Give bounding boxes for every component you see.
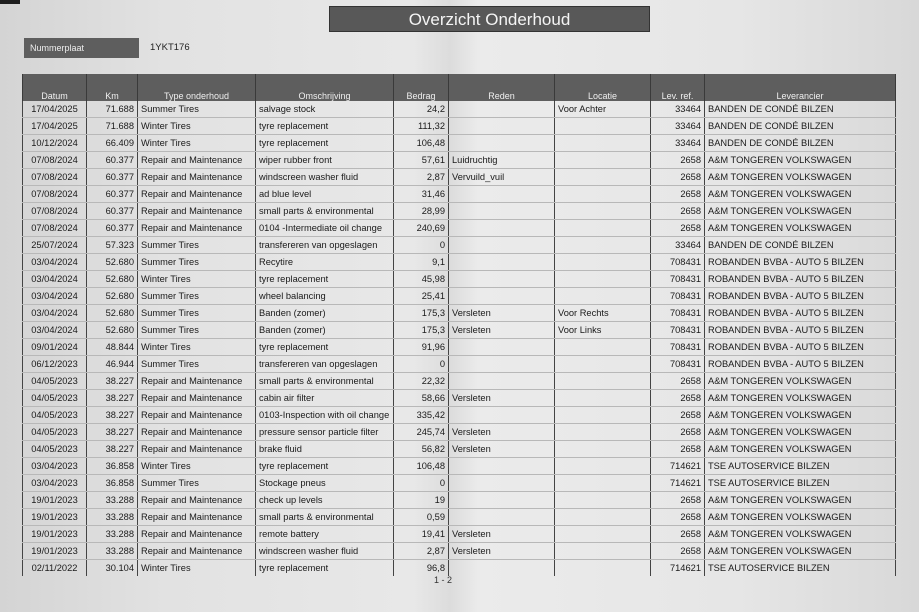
cell-leverancier: A&M TONGEREN VOLKSWAGEN xyxy=(705,186,896,203)
cell-bedrag: 240,69 xyxy=(394,220,449,237)
cell-omschrijving: Banden (zomer) xyxy=(256,322,394,339)
cell-omschrijving: tyre replacement xyxy=(256,135,394,152)
cell-type: Winter Tires xyxy=(138,560,256,577)
table-row xyxy=(23,118,896,135)
cell-leverancier: A&M TONGEREN VOLKSWAGEN xyxy=(705,152,896,169)
cell-bedrag: 24,2 xyxy=(394,101,449,118)
cell-reden xyxy=(449,339,555,356)
cell-bedrag: 2,87 xyxy=(394,543,449,560)
col-header-leverancier: Leverancier xyxy=(705,74,896,101)
cell-type: Summer Tires xyxy=(138,288,256,305)
cell-type: Summer Tires xyxy=(138,322,256,339)
cell-bedrag: 28,99 xyxy=(394,203,449,220)
cell-lev-ref: 708431 xyxy=(651,254,705,271)
maintenance-table xyxy=(22,74,896,576)
cell-datum: 09/01/2024 xyxy=(23,339,87,356)
cell-type: Summer Tires xyxy=(138,237,256,254)
table-row xyxy=(23,356,896,373)
col-header-km: Km xyxy=(87,74,138,101)
cell-km: 38.227 xyxy=(87,407,138,424)
cell-locatie xyxy=(555,271,651,288)
table-header-row xyxy=(23,74,896,101)
cell-leverancier: A&M TONGEREN VOLKSWAGEN xyxy=(705,169,896,186)
cell-omschrijving: windscreen washer fluid xyxy=(256,169,394,186)
cell-omschrijving: tyre replacement xyxy=(256,118,394,135)
table-row xyxy=(23,271,896,288)
cell-lev-ref: 33464 xyxy=(651,118,705,135)
cell-locatie xyxy=(555,339,651,356)
cell-lev-ref: 2658 xyxy=(651,526,705,543)
cell-bedrag: 25,41 xyxy=(394,288,449,305)
cell-reden xyxy=(449,271,555,288)
cell-locatie xyxy=(555,543,651,560)
col-header-reden: Reden xyxy=(449,74,555,101)
cell-omschrijving: pressure sensor particle filter xyxy=(256,424,394,441)
cell-datum: 03/04/2024 xyxy=(23,322,87,339)
cell-omschrijving: cabin air filter xyxy=(256,390,394,407)
cell-reden xyxy=(449,135,555,152)
cell-lev-ref: 33464 xyxy=(651,101,705,118)
cell-locatie: Voor Rechts xyxy=(555,305,651,322)
cell-reden xyxy=(449,475,555,492)
table-row xyxy=(23,526,896,543)
cell-type: Summer Tires xyxy=(138,101,256,118)
cell-leverancier: ROBANDEN BVBA - AUTO 5 BILZEN xyxy=(705,271,896,288)
cell-reden xyxy=(449,407,555,424)
cell-datum: 07/08/2024 xyxy=(23,152,87,169)
cell-omschrijving: tyre replacement xyxy=(256,458,394,475)
cell-bedrag: 2,87 xyxy=(394,169,449,186)
cell-lev-ref: 2658 xyxy=(651,424,705,441)
cell-omschrijving: 0104 -Intermediate oil change xyxy=(256,220,394,237)
table-row xyxy=(23,305,896,322)
cell-omschrijving: ad blue level xyxy=(256,186,394,203)
cell-bedrag: 175,3 xyxy=(394,305,449,322)
col-header-locatie: Locatie xyxy=(555,74,651,101)
cell-reden: Versleten xyxy=(449,322,555,339)
cell-leverancier: A&M TONGEREN VOLKSWAGEN xyxy=(705,509,896,526)
cell-km: 36.858 xyxy=(87,475,138,492)
table-row xyxy=(23,339,896,356)
cell-lev-ref: 708431 xyxy=(651,356,705,373)
cell-locatie xyxy=(555,152,651,169)
cell-bedrag: 111,32 xyxy=(394,118,449,135)
table-row xyxy=(23,560,896,577)
cell-km: 60.377 xyxy=(87,152,138,169)
cell-omschrijving: tyre replacement xyxy=(256,560,394,577)
col-header-type: Type onderhoud xyxy=(138,74,256,101)
cell-leverancier: ROBANDEN BVBA - AUTO 5 BILZEN xyxy=(705,288,896,305)
table-row xyxy=(23,152,896,169)
cell-km: 66.409 xyxy=(87,135,138,152)
cell-datum: 19/01/2023 xyxy=(23,526,87,543)
cell-km: 38.227 xyxy=(87,390,138,407)
cell-omschrijving: Stockage pneus xyxy=(256,475,394,492)
table-row xyxy=(23,254,896,271)
cell-omschrijving: Banden (zomer) xyxy=(256,305,394,322)
cell-lev-ref: 714621 xyxy=(651,560,705,577)
cell-locatie xyxy=(555,203,651,220)
table-row xyxy=(23,203,896,220)
cell-reden xyxy=(449,560,555,577)
cell-lev-ref: 2658 xyxy=(651,186,705,203)
cell-datum: 07/08/2024 xyxy=(23,220,87,237)
cell-datum: 02/11/2022 xyxy=(23,560,87,577)
table-row xyxy=(23,407,896,424)
cell-bedrag: 91,96 xyxy=(394,339,449,356)
cell-leverancier: A&M TONGEREN VOLKSWAGEN xyxy=(705,543,896,560)
corner-mark xyxy=(0,0,20,4)
cell-datum: 03/04/2024 xyxy=(23,305,87,322)
cell-bedrag: 0 xyxy=(394,356,449,373)
cell-type: Repair and Maintenance xyxy=(138,509,256,526)
cell-reden: Versleten xyxy=(449,526,555,543)
cell-type: Repair and Maintenance xyxy=(138,492,256,509)
cell-km: 57.323 xyxy=(87,237,138,254)
cell-bedrag: 96,8 xyxy=(394,560,449,577)
cell-type: Repair and Maintenance xyxy=(138,169,256,186)
cell-datum: 07/08/2024 xyxy=(23,203,87,220)
cell-bedrag: 9,1 xyxy=(394,254,449,271)
cell-omschrijving: tyre replacement xyxy=(256,339,394,356)
cell-bedrag: 45,98 xyxy=(394,271,449,288)
cell-reden xyxy=(449,118,555,135)
table-row xyxy=(23,441,896,458)
cell-km: 30.104 xyxy=(87,560,138,577)
cell-type: Summer Tires xyxy=(138,254,256,271)
cell-locatie xyxy=(555,135,651,152)
cell-lev-ref: 2658 xyxy=(651,543,705,560)
cell-locatie: Voor Links xyxy=(555,322,651,339)
plate-label: Nummerplaat xyxy=(24,38,139,58)
cell-reden xyxy=(449,220,555,237)
cell-lev-ref: 2658 xyxy=(651,220,705,237)
cell-bedrag: 106,48 xyxy=(394,135,449,152)
cell-km: 33.288 xyxy=(87,492,138,509)
cell-datum: 04/05/2023 xyxy=(23,424,87,441)
cell-type: Winter Tires xyxy=(138,118,256,135)
cell-datum: 04/05/2023 xyxy=(23,373,87,390)
cell-lev-ref: 2658 xyxy=(651,203,705,220)
cell-bedrag: 31,46 xyxy=(394,186,449,203)
table-row xyxy=(23,186,896,203)
cell-locatie xyxy=(555,560,651,577)
cell-datum: 25/07/2024 xyxy=(23,237,87,254)
cell-km: 60.377 xyxy=(87,203,138,220)
table-row xyxy=(23,424,896,441)
cell-lev-ref: 708431 xyxy=(651,305,705,322)
cell-reden: Versleten xyxy=(449,424,555,441)
cell-locatie xyxy=(555,475,651,492)
cell-datum: 03/04/2023 xyxy=(23,475,87,492)
cell-type: Winter Tires xyxy=(138,339,256,356)
cell-km: 38.227 xyxy=(87,441,138,458)
cell-omschrijving: remote battery xyxy=(256,526,394,543)
table-row xyxy=(23,390,896,407)
cell-reden xyxy=(449,203,555,220)
cell-locatie xyxy=(555,390,651,407)
cell-locatie xyxy=(555,424,651,441)
cell-type: Summer Tires xyxy=(138,356,256,373)
cell-locatie: Voor Achter xyxy=(555,101,651,118)
table-row xyxy=(23,322,896,339)
cell-locatie xyxy=(555,220,651,237)
cell-leverancier: BANDEN DE CONDÉ BILZEN xyxy=(705,118,896,135)
cell-reden: Vervuild_vuil xyxy=(449,169,555,186)
cell-leverancier: A&M TONGEREN VOLKSWAGEN xyxy=(705,220,896,237)
cell-leverancier: A&M TONGEREN VOLKSWAGEN xyxy=(705,390,896,407)
cell-lev-ref: 714621 xyxy=(651,475,705,492)
cell-leverancier: ROBANDEN BVBA - AUTO 5 BILZEN xyxy=(705,339,896,356)
cell-bedrag: 245,74 xyxy=(394,424,449,441)
cell-lev-ref: 708431 xyxy=(651,271,705,288)
cell-lev-ref: 2658 xyxy=(651,407,705,424)
cell-bedrag: 106,48 xyxy=(394,458,449,475)
cell-leverancier: BANDEN DE CONDÉ BILZEN xyxy=(705,237,896,254)
cell-lev-ref: 2658 xyxy=(651,169,705,186)
cell-datum: 07/08/2024 xyxy=(23,169,87,186)
cell-omschrijving: small parts & environmental xyxy=(256,509,394,526)
cell-locatie xyxy=(555,356,651,373)
cell-bedrag: 19,41 xyxy=(394,526,449,543)
cell-leverancier: TSE AUTOSERVICE BILZEN xyxy=(705,475,896,492)
cell-bedrag: 175,3 xyxy=(394,322,449,339)
cell-locatie xyxy=(555,169,651,186)
cell-bedrag: 22,32 xyxy=(394,373,449,390)
cell-type: Winter Tires xyxy=(138,135,256,152)
cell-km: 36.858 xyxy=(87,458,138,475)
cell-km: 60.377 xyxy=(87,169,138,186)
cell-omschrijving: windscreen washer fluid xyxy=(256,543,394,560)
cell-lev-ref: 2658 xyxy=(651,441,705,458)
cell-lev-ref: 714621 xyxy=(651,458,705,475)
cell-datum: 03/04/2023 xyxy=(23,458,87,475)
cell-leverancier: A&M TONGEREN VOLKSWAGEN xyxy=(705,526,896,543)
cell-omschrijving: small parts & environmental xyxy=(256,373,394,390)
cell-lev-ref: 708431 xyxy=(651,322,705,339)
cell-locatie xyxy=(555,118,651,135)
cell-km: 33.288 xyxy=(87,509,138,526)
cell-reden xyxy=(449,492,555,509)
cell-datum: 10/12/2024 xyxy=(23,135,87,152)
cell-lev-ref: 708431 xyxy=(651,288,705,305)
cell-lev-ref: 33464 xyxy=(651,135,705,152)
cell-type: Summer Tires xyxy=(138,305,256,322)
cell-type: Repair and Maintenance xyxy=(138,407,256,424)
table-row xyxy=(23,373,896,390)
cell-reden xyxy=(449,356,555,373)
cell-reden xyxy=(449,288,555,305)
cell-type: Repair and Maintenance xyxy=(138,390,256,407)
cell-locatie xyxy=(555,254,651,271)
cell-km: 52.680 xyxy=(87,254,138,271)
cell-datum: 04/05/2023 xyxy=(23,390,87,407)
cell-reden: Versleten xyxy=(449,543,555,560)
cell-leverancier: BANDEN DE CONDÉ BILZEN xyxy=(705,135,896,152)
cell-km: 48.844 xyxy=(87,339,138,356)
cell-km: 52.680 xyxy=(87,288,138,305)
cell-type: Repair and Maintenance xyxy=(138,220,256,237)
cell-datum: 03/04/2024 xyxy=(23,288,87,305)
cell-type: Repair and Maintenance xyxy=(138,203,256,220)
plate-value: 1YKT176 xyxy=(150,42,190,53)
cell-omschrijving: brake fluid xyxy=(256,441,394,458)
cell-leverancier: A&M TONGEREN VOLKSWAGEN xyxy=(705,407,896,424)
page-number: 1 - 2 xyxy=(434,575,453,585)
cell-omschrijving: tyre replacement xyxy=(256,271,394,288)
page-title: Overzicht Onderhoud xyxy=(329,6,650,32)
cell-bedrag: 57,61 xyxy=(394,152,449,169)
cell-km: 60.377 xyxy=(87,220,138,237)
cell-bedrag: 0 xyxy=(394,237,449,254)
cell-lev-ref: 2658 xyxy=(651,390,705,407)
cell-reden: Versleten xyxy=(449,305,555,322)
cell-datum: 03/04/2024 xyxy=(23,271,87,288)
cell-locatie xyxy=(555,186,651,203)
cell-km: 52.680 xyxy=(87,305,138,322)
table-row xyxy=(23,220,896,237)
cell-locatie xyxy=(555,237,651,254)
cell-type: Repair and Maintenance xyxy=(138,186,256,203)
cell-datum: 19/01/2023 xyxy=(23,509,87,526)
cell-locatie xyxy=(555,288,651,305)
cell-km: 38.227 xyxy=(87,424,138,441)
cell-leverancier: TSE AUTOSERVICE BILZEN xyxy=(705,560,896,577)
cell-omschrijving: 0103-Inspection with oil change xyxy=(256,407,394,424)
cell-omschrijving: Recytire xyxy=(256,254,394,271)
cell-locatie xyxy=(555,526,651,543)
cell-bedrag: 0,59 xyxy=(394,509,449,526)
cell-locatie xyxy=(555,441,651,458)
table-row xyxy=(23,475,896,492)
cell-type: Repair and Maintenance xyxy=(138,424,256,441)
cell-lev-ref: 2658 xyxy=(651,509,705,526)
col-header-omschrijving: Omschrijving xyxy=(256,74,394,101)
table-row xyxy=(23,237,896,254)
cell-lev-ref: 2658 xyxy=(651,152,705,169)
cell-bedrag: 56,82 xyxy=(394,441,449,458)
cell-km: 33.288 xyxy=(87,543,138,560)
cell-locatie xyxy=(555,458,651,475)
cell-reden: Versleten xyxy=(449,441,555,458)
cell-leverancier: A&M TONGEREN VOLKSWAGEN xyxy=(705,424,896,441)
cell-leverancier: ROBANDEN BVBA - AUTO 5 BILZEN xyxy=(705,254,896,271)
table-row xyxy=(23,169,896,186)
cell-datum: 19/01/2023 xyxy=(23,492,87,509)
cell-km: 33.288 xyxy=(87,526,138,543)
cell-type: Repair and Maintenance xyxy=(138,152,256,169)
cell-type: Repair and Maintenance xyxy=(138,373,256,390)
col-header-datum: Datum xyxy=(23,74,87,101)
cell-locatie xyxy=(555,373,651,390)
cell-leverancier: A&M TONGEREN VOLKSWAGEN xyxy=(705,373,896,390)
cell-leverancier: A&M TONGEREN VOLKSWAGEN xyxy=(705,441,896,458)
cell-reden xyxy=(449,237,555,254)
cell-leverancier: TSE AUTOSERVICE BILZEN xyxy=(705,458,896,475)
cell-datum: 06/12/2023 xyxy=(23,356,87,373)
cell-reden xyxy=(449,509,555,526)
cell-leverancier: ROBANDEN BVBA - AUTO 5 BILZEN xyxy=(705,322,896,339)
cell-locatie xyxy=(555,509,651,526)
cell-reden: Luidruchtig xyxy=(449,152,555,169)
cell-reden xyxy=(449,254,555,271)
cell-omschrijving: wheel balancing xyxy=(256,288,394,305)
cell-leverancier: A&M TONGEREN VOLKSWAGEN xyxy=(705,203,896,220)
cell-omschrijving: wiper rubber front xyxy=(256,152,394,169)
cell-leverancier: ROBANDEN BVBA - AUTO 5 BILZEN xyxy=(705,305,896,322)
table-row xyxy=(23,288,896,305)
cell-datum: 04/05/2023 xyxy=(23,407,87,424)
cell-reden: Versleten xyxy=(449,390,555,407)
cell-km: 60.377 xyxy=(87,186,138,203)
cell-reden xyxy=(449,186,555,203)
cell-bedrag: 335,42 xyxy=(394,407,449,424)
cell-datum: 19/01/2023 xyxy=(23,543,87,560)
cell-type: Repair and Maintenance xyxy=(138,441,256,458)
cell-km: 71.688 xyxy=(87,118,138,135)
cell-type: Winter Tires xyxy=(138,458,256,475)
cell-omschrijving: transfereren van opgeslagen xyxy=(256,237,394,254)
cell-reden xyxy=(449,373,555,390)
table-row xyxy=(23,543,896,560)
table-row xyxy=(23,101,896,118)
cell-km: 52.680 xyxy=(87,271,138,288)
cell-km: 46.944 xyxy=(87,356,138,373)
cell-datum: 07/08/2024 xyxy=(23,186,87,203)
cell-type: Winter Tires xyxy=(138,271,256,288)
cell-leverancier: A&M TONGEREN VOLKSWAGEN xyxy=(705,492,896,509)
cell-km: 71.688 xyxy=(87,101,138,118)
cell-type: Repair and Maintenance xyxy=(138,543,256,560)
table-row xyxy=(23,492,896,509)
table-row xyxy=(23,458,896,475)
cell-locatie xyxy=(555,492,651,509)
cell-lev-ref: 708431 xyxy=(651,339,705,356)
cell-type: Summer Tires xyxy=(138,475,256,492)
cell-locatie xyxy=(555,407,651,424)
cell-reden xyxy=(449,101,555,118)
cell-leverancier: BANDEN DE CONDÉ BILZEN xyxy=(705,101,896,118)
cell-bedrag: 19 xyxy=(394,492,449,509)
table-row xyxy=(23,135,896,152)
cell-type: Repair and Maintenance xyxy=(138,526,256,543)
cell-omschrijving: transfereren van opgeslagen xyxy=(256,356,394,373)
cell-omschrijving: small parts & environmental xyxy=(256,203,394,220)
cell-datum: 17/04/2025 xyxy=(23,101,87,118)
cell-lev-ref: 2658 xyxy=(651,492,705,509)
cell-km: 52.680 xyxy=(87,322,138,339)
cell-km: 38.227 xyxy=(87,373,138,390)
cell-datum: 17/04/2025 xyxy=(23,118,87,135)
cell-omschrijving: check up levels xyxy=(256,492,394,509)
cell-bedrag: 0 xyxy=(394,475,449,492)
col-header-lev-ref: Lev. ref. xyxy=(651,74,705,101)
col-header-bedrag: Bedrag xyxy=(394,74,449,101)
table-row xyxy=(23,509,896,526)
cell-omschrijving: salvage stock xyxy=(256,101,394,118)
cell-bedrag: 58,66 xyxy=(394,390,449,407)
cell-reden xyxy=(449,458,555,475)
cell-datum: 04/05/2023 xyxy=(23,441,87,458)
cell-leverancier: ROBANDEN BVBA - AUTO 5 BILZEN xyxy=(705,356,896,373)
cell-datum: 03/04/2024 xyxy=(23,254,87,271)
cell-lev-ref: 2658 xyxy=(651,373,705,390)
cell-lev-ref: 33464 xyxy=(651,237,705,254)
